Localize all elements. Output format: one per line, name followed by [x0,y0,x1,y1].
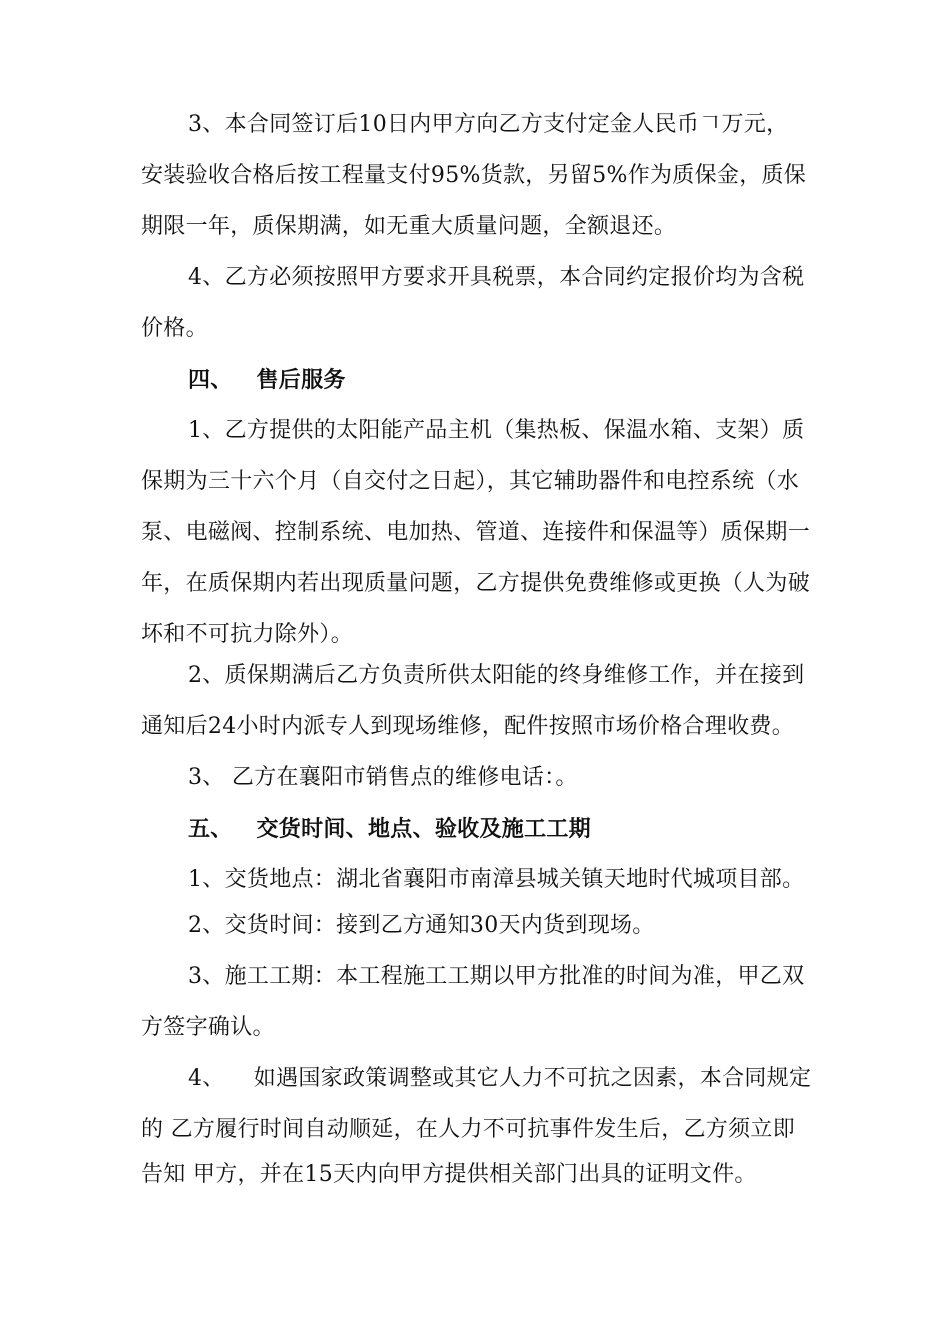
delivery-1-line-1: 1、交货地点：湖北省襄阳市南漳县城关镇天地时代城项目部。 [188,867,805,892]
delivery-4-line-1: 4、 如遇国家政策调整或其它人力不可抗之因素，本合同规定 [188,1066,812,1091]
delivery-2-line-1: 2、交货时间：接到乙方通知30天内货到现场。 [188,913,655,938]
delivery-4-line-2: 的 乙方履行时间自动顺延，在人力不可抗事件发生后，乙方须立即 [141,1117,795,1142]
section-heading-after-sales: 四、 售后服务 [188,367,346,393]
after-sales-1-line-4: 年，在质保期内若出现质量问题，乙方提供免费维修或更换（人为破 [141,571,811,596]
clause-4-line-2: 价格。 [141,316,208,341]
after-sales-1-line-1: 1、乙方提供的太阳能产品主机（集热板、保温水箱、支架）质 [188,418,805,443]
clause-3-line-2: 安装验收合格后按工程量支付95%货款，另留5%作为质保金，质保 [141,163,807,188]
after-sales-3-line-1: 3、 乙方在襄阳市销售点的维修电话：。 [188,765,578,790]
clause-3-line-1: 3、本合同签订后10日内甲方向乙方支付定金人民币𠃍万元， [188,112,789,137]
after-sales-1-line-2: 保期为三十六个月（自交付之日起），其它辅助器件和电控系统（水 [141,469,800,494]
section-heading-delivery: 五、 交货时间、地点、验收及施工工期 [188,816,591,842]
clause-4-line-1: 4、乙方必须按照甲方要求开具税票，本合同约定报价均为含税 [188,265,805,290]
after-sales-1-line-5: 坏和不可抗力除外）。 [141,622,354,647]
after-sales-1-line-3: 泵、电磁阀、控制系统、电加热、管道、连接件和保温等）质保期一 [141,520,811,545]
after-sales-2-line-2: 通知后24小时内派专人到现场维修，配件按照市场价格合理收费。 [141,714,794,739]
delivery-3-line-2: 方签字确认。 [141,1015,275,1040]
after-sales-2-line-1: 2、质保期满后乙方负责所供太阳能的终身维修工作，并在接到 [188,663,805,688]
delivery-3-line-1: 3、施工工期：本工程施工工期以甲方批准的时间为准，甲乙双 [188,964,805,989]
clause-3-line-3: 期限一年，质保期满，如无重大质量问题，全额退还。 [141,214,677,239]
delivery-4-line-3: 告知 甲方，并在15天内向甲方提供相关部门出具的证明文件。 [141,1162,757,1187]
